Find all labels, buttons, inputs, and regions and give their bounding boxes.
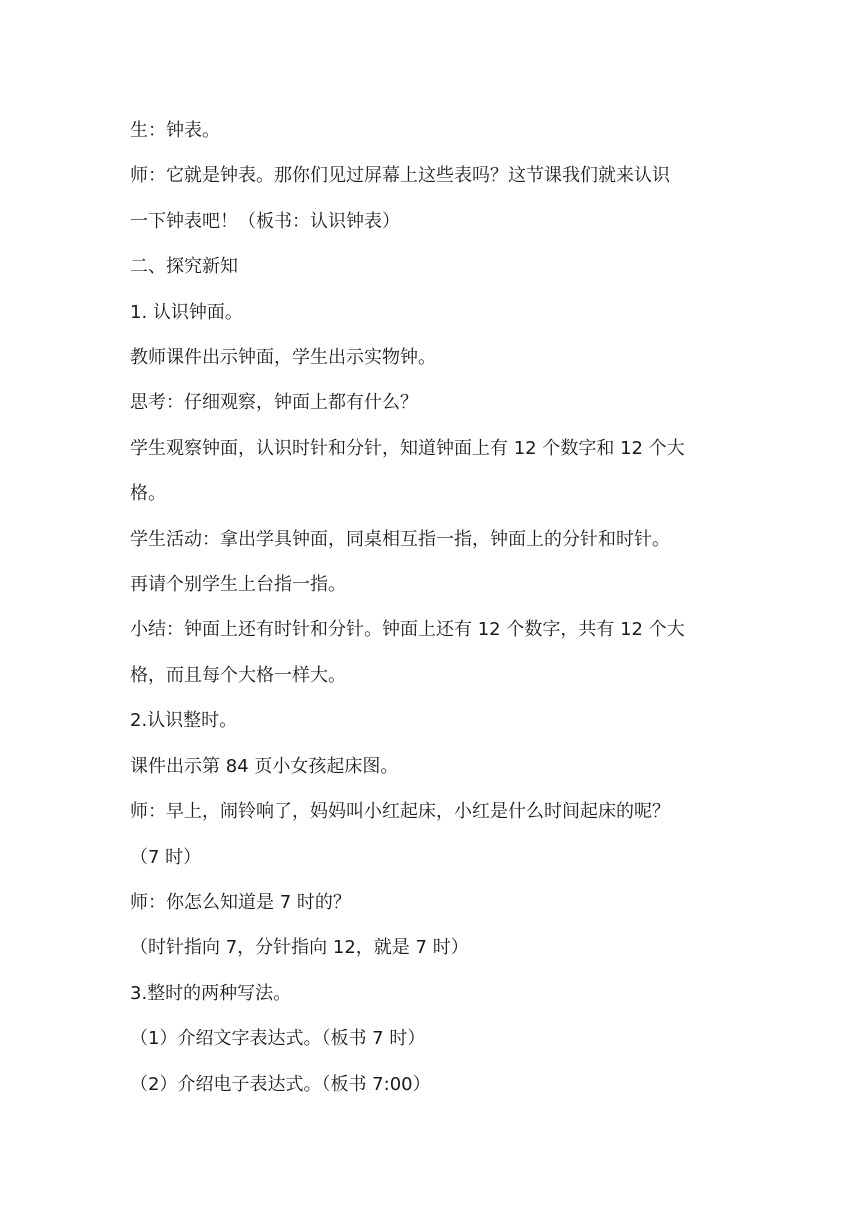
text-line: 格。 xyxy=(130,483,166,505)
text-line: （7 时） xyxy=(130,846,202,868)
subsection-heading: 1. 认识钟面。 xyxy=(130,301,243,323)
text-line: 思考：仔细观察，钟面上都有什么？ xyxy=(130,392,418,414)
text-line: 师：它就是钟表。那你们见过屏幕上这些表吗？这节课我们就来认识 xyxy=(130,165,670,187)
text-line: （1）介绍文字表达式。（板书 7 时） xyxy=(130,1028,426,1050)
subsection-heading: 3.整时的两种写法。 xyxy=(130,982,292,1004)
text-line: 再请个别学生上台指一指。 xyxy=(130,574,346,596)
text-line: 教师课件出示钟面，学生出示实物钟。 xyxy=(130,347,436,369)
text-line: 学生活动：拿出学具钟面，同桌相互指一指，钟面上的分针和时针。 xyxy=(130,528,670,550)
text-line: 格，而且每个大格一样大。 xyxy=(130,664,346,686)
text-line: 师：你怎么知道是 7 时的？ xyxy=(130,891,351,913)
text-line: 一下钟表吧！（板书：认识钟表） xyxy=(130,210,400,232)
text-line: （时针指向 7，分针指向 12，就是 7 时） xyxy=(130,937,469,959)
text-line: 生：钟表。 xyxy=(130,120,220,141)
text-line: 师：早上，闹铃响了，妈妈叫小红起床，小红是什么时间起床的呢？ xyxy=(130,801,670,823)
subsection-heading: 2.认识整时。 xyxy=(130,710,238,732)
document-body xyxy=(130,108,740,1107)
text-line: 课件出示第 84 页小女孩起床图。 xyxy=(130,755,399,777)
text-line: （2）介绍电子表达式。（板书 7:00） xyxy=(130,1073,431,1095)
text-line: 学生观察钟面，认识时针和分针，知道钟面上有 12 个数字和 12 个大 xyxy=(130,437,685,459)
section-heading: 二、探究新知 xyxy=(130,256,238,278)
text-line: 小结：钟面上还有时针和分针。钟面上还有 12 个数字，共有 12 个大 xyxy=(130,619,685,641)
